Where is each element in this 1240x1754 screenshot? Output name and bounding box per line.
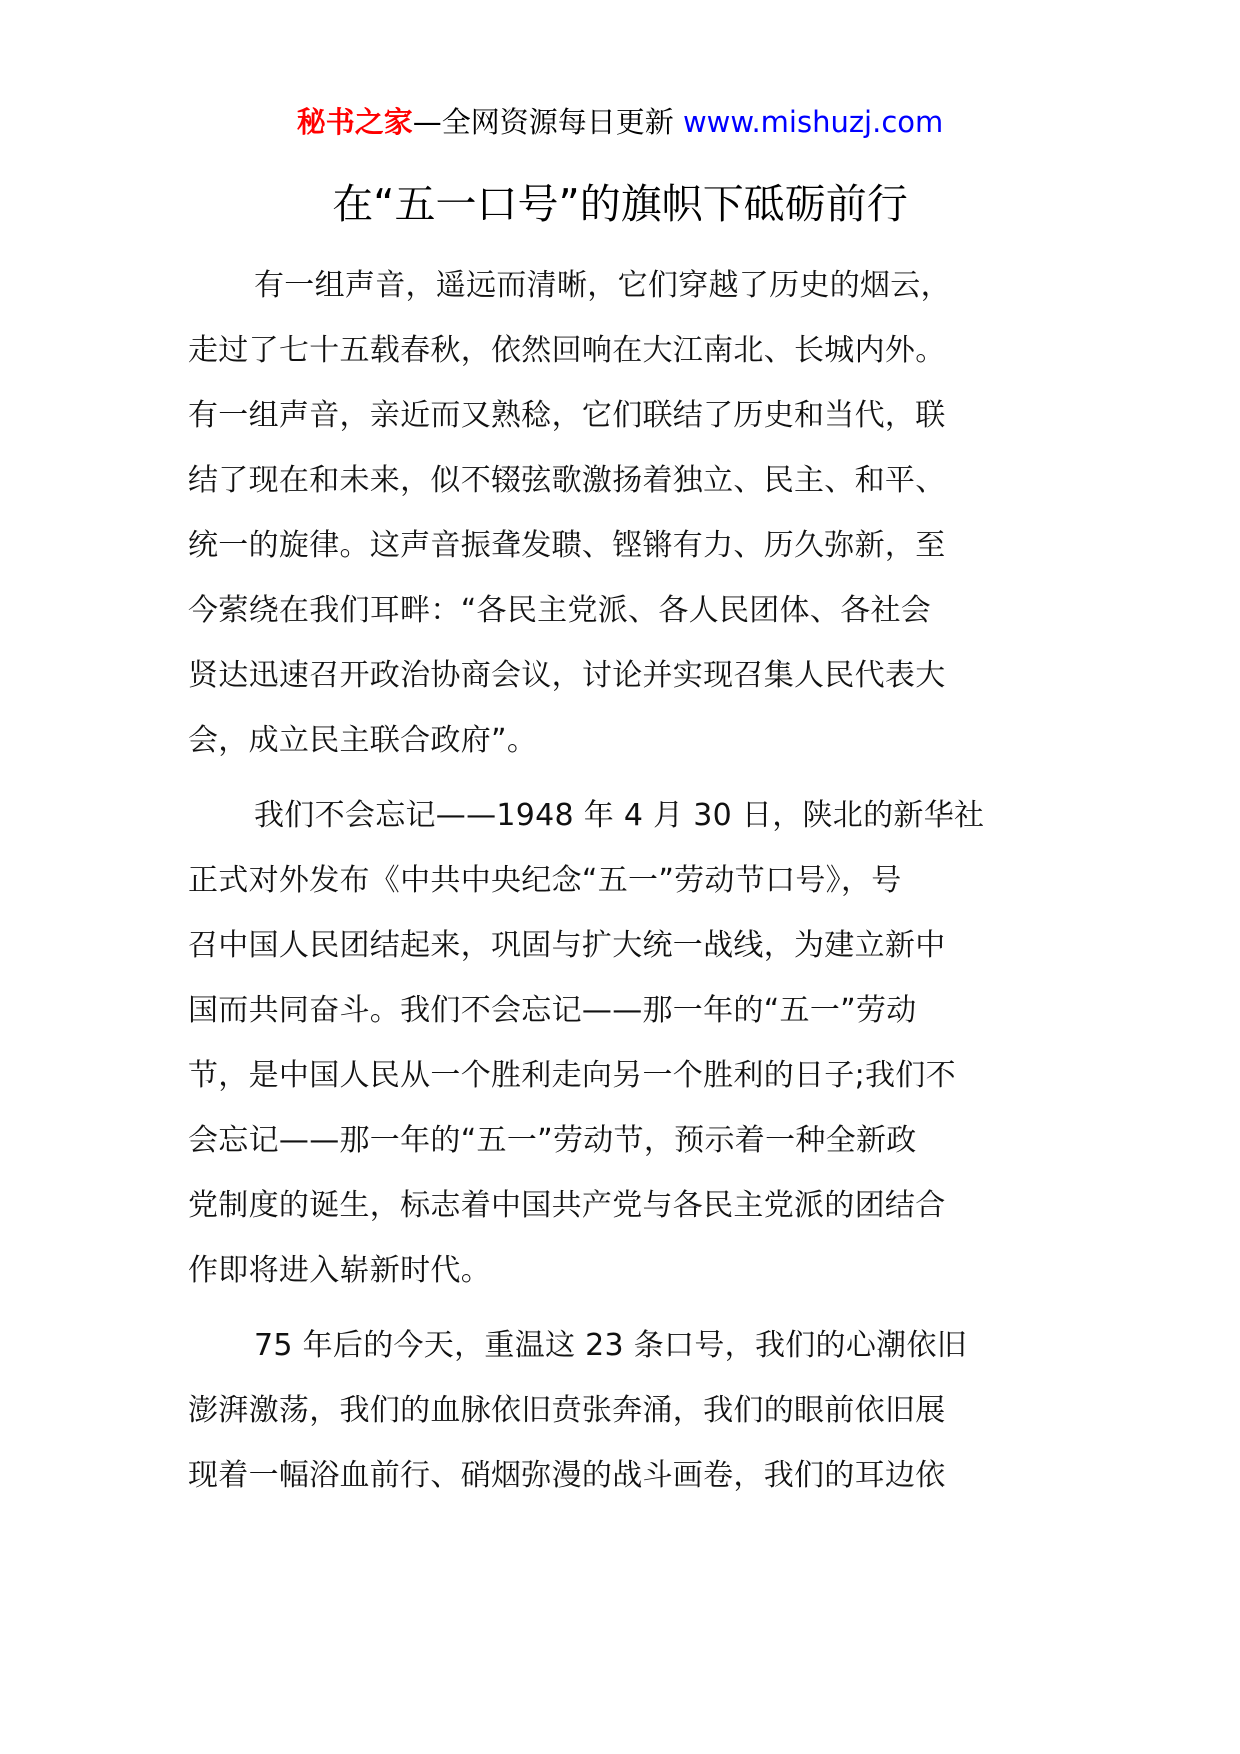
document-title: 在“五一口号”的旗帜下砥砺前行 [332, 180, 908, 228]
text-line: 澎湃激荡，我们的血脉依旧贲张奔涌，我们的眼前依旧展 [188, 1393, 946, 1428]
text-line: 统一的旋律。这声音振聋发聩、铿锵有力、历久弥新，至 [188, 528, 946, 563]
paragraph-1 [188, 253, 1064, 773]
text-line: 会，成立民主联合政府”。 [188, 723, 538, 758]
text-line: 75 年后的今天，重温这 23 条口号，我们的心潮依旧 [254, 1328, 968, 1363]
site-header [0, 102, 1240, 142]
text-line: 走过了七十五载春秋，依然回响在大江南北、长城内外。 [188, 333, 946, 368]
site-url-link[interactable]: www.mishuzj.com [682, 105, 944, 139]
text-line: 有一组声音，遥远而清晰，它们穿越了历史的烟云， [254, 268, 951, 303]
paragraph-3 [188, 1313, 1064, 1508]
text-line: 有一组声音，亲近而又熟稔，它们联结了历史和当代，联 [188, 398, 946, 433]
brand-name: 秘书之家 [296, 105, 413, 139]
text-line: 召中国人民团结起来，巩固与扩大统一战线，为建立新中 [188, 928, 946, 963]
paragraph-spacer [188, 1303, 1064, 1313]
header-slogan: —全网资源每日更新 [412, 105, 683, 139]
text-line: 国而共同奋斗。我们不会忘记——那一年的“五一”劳动 [188, 993, 917, 1028]
document-body [188, 253, 1064, 1508]
text-line: 作即将进入崭新时代。 [188, 1253, 491, 1288]
text-line: 节，是中国人民从一个胜利走向另一个胜利的日子;我们不 [188, 1058, 956, 1093]
paragraph-spacer [188, 773, 1064, 783]
text-line: 我们不会忘记——1948 年 4 月 30 日，陕北的新华社 [254, 798, 985, 833]
text-line: 贤达迅速召开政治协商会议，讨论并实现召集人民代表大 [188, 658, 946, 693]
text-line: 结了现在和未来，似不辍弦歌激扬着独立、民主、和平、 [188, 463, 946, 498]
text-line: 正式对外发布《中共中央纪念“五一”劳动节口号》，号 [188, 863, 902, 898]
text-line: 会忘记——那一年的“五一”劳动节，预示着一种全新政 [188, 1123, 917, 1158]
text-line: 现着一幅浴血前行、硝烟弥漫的战斗画卷，我们的耳边依 [188, 1458, 946, 1493]
paragraph-2 [188, 783, 1064, 1303]
text-line: 党制度的诞生，标志着中国共产党与各民主党派的团结合 [188, 1188, 946, 1223]
text-line: 今萦绕在我们耳畔：“各民主党派、各人民团体、各社会 [188, 593, 932, 628]
